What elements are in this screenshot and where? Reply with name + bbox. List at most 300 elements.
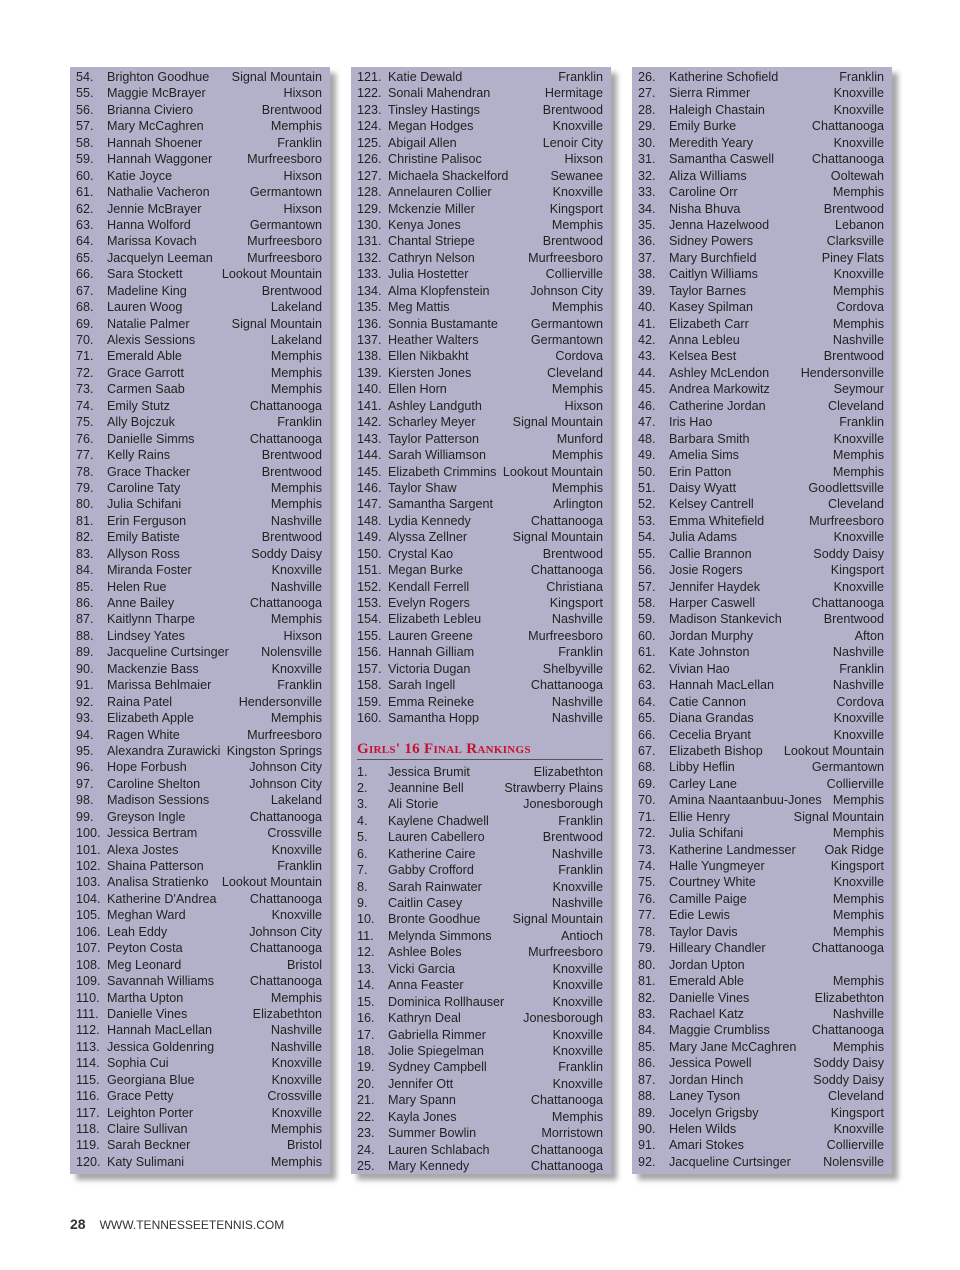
player-name: Sarah Beckner bbox=[107, 1138, 191, 1153]
rank-number: 61. bbox=[76, 185, 94, 200]
ranking-row bbox=[638, 940, 884, 956]
player-name: Sydney Campbell bbox=[388, 1060, 487, 1075]
rank-number: 69. bbox=[638, 776, 656, 791]
ranking-row bbox=[76, 957, 322, 973]
rank-number: 73. bbox=[638, 842, 656, 857]
ranking-row bbox=[76, 118, 322, 134]
ranking-row bbox=[638, 842, 884, 858]
player-city: Germantown bbox=[811, 760, 884, 775]
player-city: Franklin bbox=[277, 678, 322, 693]
ranking-row bbox=[76, 1022, 322, 1038]
player-city: Knoxville bbox=[833, 530, 884, 545]
ranking-row bbox=[76, 907, 322, 923]
player-city: Brentwood bbox=[823, 201, 884, 216]
rank-number: 123. bbox=[357, 102, 382, 117]
player-name: Ragen White bbox=[107, 727, 180, 742]
player-city: Hixson bbox=[283, 201, 322, 216]
ranking-row bbox=[357, 316, 603, 332]
player-name: Leighton Porter bbox=[107, 1105, 194, 1120]
rank-number: 91. bbox=[76, 678, 94, 693]
player-city: Knoxville bbox=[833, 711, 884, 726]
ranking-row bbox=[638, 710, 884, 726]
rank-number: 67. bbox=[638, 743, 656, 758]
rank-number: 5. bbox=[357, 830, 368, 845]
player-city: Murfreesboro bbox=[247, 250, 322, 265]
ranking-row bbox=[76, 1039, 322, 1055]
rank-number: 62. bbox=[76, 201, 94, 216]
ranking-row bbox=[638, 431, 884, 447]
ranking-row bbox=[76, 611, 322, 627]
rank-number: 28. bbox=[638, 102, 656, 117]
rank-number: 151. bbox=[357, 563, 382, 578]
ranking-row bbox=[638, 201, 884, 217]
ranking-row bbox=[638, 398, 884, 414]
player-name: Emma Whitefield bbox=[669, 513, 765, 528]
rank-number: 104. bbox=[76, 891, 101, 906]
rank-number: 24. bbox=[357, 1142, 375, 1157]
player-city: Bristol bbox=[287, 1138, 322, 1153]
player-city: Chattanooga bbox=[811, 152, 884, 167]
ranking-row bbox=[357, 895, 603, 911]
rank-number: 19. bbox=[357, 1060, 375, 1075]
ranking-row bbox=[357, 1076, 603, 1092]
player-city: Hermitage bbox=[544, 86, 603, 101]
player-name: Julia Schifani bbox=[669, 826, 744, 841]
ranking-row bbox=[357, 977, 603, 993]
ranking-row bbox=[357, 846, 603, 862]
player-name: Ashley Landguth bbox=[388, 398, 482, 413]
ranking-row bbox=[76, 1055, 322, 1071]
player-name: Jordan Murphy bbox=[669, 628, 753, 643]
rank-number: 140. bbox=[357, 382, 382, 397]
rank-number: 78. bbox=[76, 464, 94, 479]
ranking-row bbox=[357, 764, 603, 780]
player-city: Chattanooga bbox=[811, 941, 884, 956]
ranking-row bbox=[357, 1059, 603, 1075]
player-name: Amari Stokes bbox=[669, 1138, 744, 1153]
player-city: Memphis bbox=[551, 382, 603, 397]
player-city: Goodlettsville bbox=[808, 480, 884, 495]
ranking-row bbox=[357, 1092, 603, 1108]
ranking-row bbox=[76, 381, 322, 397]
player-name: Ashley McLendon bbox=[669, 365, 770, 380]
player-city: Memphis bbox=[270, 480, 322, 495]
player-city: Chattanooga bbox=[811, 119, 884, 134]
player-city: Arlington bbox=[553, 497, 603, 512]
player-name: Nisha Bhuva bbox=[669, 201, 741, 216]
ranking-row bbox=[357, 611, 603, 627]
player-city: Knoxville bbox=[833, 102, 884, 117]
player-city: Memphis bbox=[270, 1154, 322, 1169]
player-city: Memphis bbox=[270, 1122, 322, 1136]
player-name: Hope Forbush bbox=[107, 760, 187, 775]
player-city: Kingsport bbox=[830, 1105, 884, 1120]
ranking-row bbox=[76, 1121, 322, 1137]
player-city: Brentwood bbox=[261, 530, 322, 545]
player-name: Michaela Shackelford bbox=[388, 168, 509, 183]
player-city: Bristol bbox=[287, 957, 322, 972]
player-city: Murfreesboro bbox=[247, 727, 322, 742]
player-name: Kaitlynn Tharpe bbox=[107, 612, 195, 627]
player-name: Katherine Schofield bbox=[669, 70, 779, 84]
player-name: Meredith Yeary bbox=[669, 135, 754, 150]
player-city: Chattanooga bbox=[249, 941, 322, 956]
ranking-row bbox=[76, 825, 322, 841]
rank-number: 56. bbox=[638, 563, 656, 578]
rank-number: 136. bbox=[357, 316, 382, 331]
player-city: Morristown bbox=[541, 1126, 603, 1141]
player-city: Brentwood bbox=[823, 349, 884, 364]
rank-number: 73. bbox=[76, 382, 94, 397]
player-name: Andrea Markowitz bbox=[669, 382, 770, 397]
ranking-row bbox=[76, 940, 322, 956]
ranking-row bbox=[76, 431, 322, 447]
player-name: Elizabeth Carr bbox=[669, 316, 749, 331]
player-city: Nashville bbox=[270, 513, 322, 528]
rank-number: 65. bbox=[638, 711, 656, 726]
ranking-row bbox=[76, 398, 322, 414]
ranking-row bbox=[357, 595, 603, 611]
rank-number: 81. bbox=[76, 513, 94, 528]
player-name: Martha Upton bbox=[107, 990, 184, 1005]
ranking-row bbox=[357, 414, 603, 430]
player-city: Knoxville bbox=[552, 1043, 603, 1058]
player-city: Memphis bbox=[832, 908, 884, 923]
ranking-row bbox=[638, 496, 884, 512]
player-city: Lookout Mountain bbox=[783, 743, 884, 758]
rank-number: 133. bbox=[357, 267, 382, 282]
rank-number: 118. bbox=[76, 1122, 100, 1136]
rank-number: 157. bbox=[357, 661, 382, 676]
ranking-row bbox=[357, 102, 603, 118]
player-city: Nashville bbox=[551, 711, 603, 726]
player-name: Jordan Upton bbox=[669, 957, 745, 972]
player-name: Savannah Williams bbox=[107, 974, 215, 989]
player-name: Kayla Jones bbox=[388, 1109, 457, 1124]
player-city: Chattanooga bbox=[249, 431, 322, 446]
ranking-row bbox=[76, 316, 322, 332]
player-city: Brentwood bbox=[823, 612, 884, 627]
ranking-row bbox=[638, 348, 884, 364]
rank-number: 48. bbox=[638, 431, 656, 446]
player-name: Jennie McBrayer bbox=[107, 201, 202, 216]
rank-number: 89. bbox=[638, 1105, 656, 1120]
rank-number: 103. bbox=[76, 875, 101, 890]
player-name: Dominica Rollhauser bbox=[388, 994, 505, 1009]
rank-number: 44. bbox=[638, 365, 656, 380]
ranking-row bbox=[76, 776, 322, 792]
player-name: Abigail Allen bbox=[388, 135, 457, 150]
rank-number: 54. bbox=[76, 70, 94, 84]
player-city: Chattanooga bbox=[530, 1142, 603, 1157]
rank-number: 75. bbox=[638, 875, 656, 890]
ranking-row bbox=[638, 907, 884, 923]
website-link[interactable]: WWW.TENNESSEETENNIS.COM bbox=[99, 1218, 285, 1232]
rank-number: 69. bbox=[76, 316, 94, 331]
player-city: Murfreesboro bbox=[528, 945, 603, 960]
ranking-row bbox=[357, 529, 603, 545]
rank-number: 154. bbox=[357, 612, 382, 627]
player-city: Memphis bbox=[832, 448, 884, 463]
ranking-row bbox=[638, 562, 884, 578]
ranking-row bbox=[638, 151, 884, 167]
ranking-row bbox=[638, 743, 884, 759]
player-city: Memphis bbox=[270, 349, 322, 364]
ranking-row bbox=[638, 513, 884, 529]
player-city: Jonesborough bbox=[523, 797, 603, 812]
player-city: Johnson City bbox=[249, 924, 322, 939]
player-name: Jacqueline Curtsinger bbox=[669, 1154, 791, 1169]
player-city: Memphis bbox=[551, 300, 603, 315]
ranking-row bbox=[76, 677, 322, 693]
player-name: Harper Caswell bbox=[669, 596, 756, 610]
player-city: Knoxville bbox=[552, 1076, 603, 1091]
player-city: Soddy Daisy bbox=[813, 546, 884, 561]
ranking-row bbox=[638, 677, 884, 693]
player-name: Mary Burchfield bbox=[669, 250, 757, 265]
player-name: Annelauren Collier bbox=[388, 185, 492, 200]
player-name: Courtney White bbox=[669, 875, 756, 890]
player-name: Scharley Meyer bbox=[388, 415, 476, 430]
ranking-row bbox=[638, 579, 884, 595]
rank-number: 7. bbox=[357, 863, 368, 878]
player-name: Julia Hostetter bbox=[388, 267, 469, 282]
ranking-row bbox=[76, 792, 322, 808]
player-city: Brentwood bbox=[542, 830, 603, 845]
rank-number: 23. bbox=[357, 1126, 375, 1141]
ranking-row bbox=[638, 283, 884, 299]
player-city: Hixson bbox=[283, 628, 322, 643]
player-name: Bronte Goodhue bbox=[388, 912, 481, 927]
rank-number: 40. bbox=[638, 300, 656, 315]
player-name: Sonali Mahendran bbox=[388, 86, 491, 101]
rankings-column-1 bbox=[70, 67, 330, 1174]
ranking-row bbox=[357, 217, 603, 233]
rank-number: 110. bbox=[76, 990, 100, 1005]
ranking-row bbox=[357, 579, 603, 595]
ranking-row bbox=[76, 973, 322, 989]
ranking-row bbox=[638, 365, 884, 381]
rank-number: 21. bbox=[357, 1093, 375, 1108]
player-city: Hendersonville bbox=[238, 694, 322, 709]
player-city: Memphis bbox=[832, 464, 884, 479]
player-name: Jennifer Ott bbox=[388, 1076, 454, 1091]
ranking-row bbox=[76, 496, 322, 512]
player-name: Caroline Shelton bbox=[107, 776, 201, 791]
rank-number: 2. bbox=[357, 780, 368, 795]
player-city: Lakeland bbox=[270, 793, 322, 808]
ranking-row bbox=[357, 299, 603, 315]
ranking-row bbox=[357, 911, 603, 927]
player-city: Memphis bbox=[270, 711, 322, 726]
ranking-row bbox=[638, 168, 884, 184]
player-name: Marissa Kovach bbox=[107, 234, 197, 249]
player-city: Clarksville bbox=[826, 234, 884, 249]
player-name: Jolie Spiegelman bbox=[388, 1043, 484, 1058]
ranking-row bbox=[638, 825, 884, 841]
rank-number: 20. bbox=[357, 1076, 375, 1091]
rank-number: 105. bbox=[76, 908, 101, 923]
player-name: Sara Stockett bbox=[107, 267, 183, 282]
player-name: Hannah Waggoner bbox=[107, 152, 213, 167]
ranking-row bbox=[357, 201, 603, 217]
player-name: Nathalie Vacheron bbox=[107, 185, 210, 200]
player-city: Johnson City bbox=[530, 283, 603, 298]
player-name: Allyson Ross bbox=[107, 546, 180, 561]
ranking-row bbox=[357, 283, 603, 299]
rankings-list-girls-16 bbox=[357, 764, 603, 1175]
player-name: Aliza Williams bbox=[669, 168, 747, 183]
player-name: Jessica Bertram bbox=[107, 826, 198, 841]
rank-number: 84. bbox=[76, 563, 94, 578]
ranking-row bbox=[357, 480, 603, 496]
player-name: Hannah Gilliam bbox=[388, 645, 475, 660]
rank-number: 79. bbox=[638, 941, 656, 956]
rank-number: 82. bbox=[638, 990, 656, 1005]
rank-number: 153. bbox=[357, 596, 382, 610]
rank-number: 75. bbox=[76, 415, 94, 430]
player-name: Shaina Patterson bbox=[107, 859, 204, 873]
player-name: Camille Paige bbox=[669, 891, 747, 906]
rank-number: 16. bbox=[357, 1011, 375, 1026]
rank-number: 13. bbox=[357, 961, 375, 976]
ranking-row bbox=[638, 266, 884, 282]
rank-number: 35. bbox=[638, 217, 656, 232]
player-name: Jennifer Haydek bbox=[669, 579, 761, 594]
player-name: Lauren Cabellero bbox=[388, 830, 485, 845]
player-city: Christiana bbox=[546, 579, 603, 594]
player-city: Knoxville bbox=[833, 135, 884, 150]
ranking-row bbox=[357, 381, 603, 397]
ranking-row bbox=[76, 694, 322, 710]
player-name: Madison Stankevich bbox=[669, 612, 782, 627]
ranking-row bbox=[76, 513, 322, 529]
ranking-row bbox=[76, 1105, 322, 1121]
rank-number: 107. bbox=[76, 941, 101, 956]
ranking-row bbox=[76, 299, 322, 315]
player-name: Brighton Goodhue bbox=[107, 70, 210, 84]
player-name: Emily Batiste bbox=[107, 530, 180, 545]
rank-number: 143. bbox=[357, 431, 382, 446]
rankings-column-3 bbox=[632, 67, 892, 1174]
player-name: Marissa Behlmaier bbox=[107, 678, 212, 693]
rank-number: 68. bbox=[638, 760, 656, 775]
ranking-row bbox=[76, 480, 322, 496]
player-name: Jacqueline Curtsinger bbox=[107, 645, 229, 660]
rank-number: 92. bbox=[76, 694, 94, 709]
ranking-row bbox=[638, 529, 884, 545]
ranking-row bbox=[638, 957, 884, 973]
rank-number: 60. bbox=[638, 628, 656, 643]
ranking-row bbox=[76, 1072, 322, 1088]
ranking-row bbox=[76, 85, 322, 101]
player-city: Brentwood bbox=[542, 102, 603, 117]
player-name: Emerald Able bbox=[107, 349, 182, 364]
player-city: Signal Mountain bbox=[512, 912, 603, 927]
rank-number: 86. bbox=[638, 1056, 656, 1071]
ranking-row bbox=[76, 727, 322, 743]
player-city: Hixson bbox=[283, 168, 322, 183]
player-name: Victoria Dugan bbox=[388, 661, 471, 676]
ranking-row bbox=[638, 644, 884, 660]
player-city: Munford bbox=[556, 431, 603, 446]
rank-number: 117. bbox=[76, 1105, 100, 1120]
rank-number: 58. bbox=[638, 596, 656, 610]
player-city: Chattanooga bbox=[530, 563, 603, 578]
player-city: Memphis bbox=[832, 1039, 884, 1054]
rank-number: 71. bbox=[76, 349, 94, 364]
ranking-row bbox=[76, 595, 322, 611]
player-city: Cleveland bbox=[827, 398, 884, 413]
player-city: Johnson City bbox=[249, 760, 322, 775]
player-city: Franklin bbox=[277, 415, 322, 430]
player-name: Ashlee Boles bbox=[388, 945, 462, 960]
rank-number: 61. bbox=[638, 645, 656, 660]
ranking-row bbox=[357, 661, 603, 677]
player-name: Raina Patel bbox=[107, 694, 173, 709]
player-city: Knoxville bbox=[833, 1122, 884, 1136]
player-name: Ellie Henry bbox=[669, 809, 730, 824]
rank-number: 71. bbox=[638, 809, 656, 824]
player-name: Analisa Stratienko bbox=[107, 875, 209, 890]
ranking-row bbox=[638, 1154, 884, 1170]
rank-number: 144. bbox=[357, 448, 382, 463]
rank-number: 9. bbox=[357, 896, 368, 910]
player-city: Memphis bbox=[832, 826, 884, 841]
rank-number: 25. bbox=[357, 1159, 375, 1173]
ranking-row bbox=[357, 710, 603, 726]
player-city: Knoxville bbox=[271, 1105, 322, 1120]
player-city: Franklin bbox=[558, 813, 603, 828]
player-city: Hixson bbox=[283, 86, 322, 101]
ranking-row bbox=[76, 628, 322, 644]
player-name: Tinsley Hastings bbox=[388, 102, 480, 117]
player-name: Maggie Crumbliss bbox=[669, 1023, 770, 1038]
rank-number: 15. bbox=[357, 994, 375, 1009]
player-name: Josie Rogers bbox=[669, 563, 743, 578]
ranking-row bbox=[76, 562, 322, 578]
rank-number: 158. bbox=[357, 678, 382, 693]
player-name: Vicki Garcia bbox=[388, 961, 455, 976]
ranking-row bbox=[76, 184, 322, 200]
player-city: Franklin bbox=[277, 859, 322, 873]
ranking-row bbox=[76, 842, 322, 858]
ranking-row bbox=[357, 862, 603, 878]
ranking-row bbox=[76, 102, 322, 118]
player-city: Crossville bbox=[267, 826, 322, 841]
player-name: Alexis Sessions bbox=[107, 333, 196, 347]
player-name: Jessica Brumit bbox=[388, 764, 470, 779]
rank-number: 34. bbox=[638, 201, 656, 216]
player-name: Callie Brannon bbox=[669, 546, 752, 561]
player-city: Signal Mountain bbox=[512, 415, 603, 430]
rank-number: 41. bbox=[638, 316, 656, 331]
ranking-row bbox=[76, 447, 322, 463]
player-name: Iris Hao bbox=[669, 415, 713, 430]
ranking-row bbox=[76, 924, 322, 940]
ranking-row bbox=[357, 135, 603, 151]
player-name: Edie Lewis bbox=[669, 908, 730, 923]
ranking-row bbox=[76, 168, 322, 184]
player-city: Murfreesboro bbox=[809, 513, 884, 528]
player-name: Kiersten Jones bbox=[388, 365, 472, 380]
ranking-row bbox=[357, 233, 603, 249]
player-city: Brentwood bbox=[261, 464, 322, 479]
ranking-row bbox=[76, 201, 322, 217]
player-name: Cecelia Bryant bbox=[669, 727, 751, 742]
rank-number: 90. bbox=[638, 1122, 656, 1136]
ranking-row bbox=[638, 464, 884, 480]
